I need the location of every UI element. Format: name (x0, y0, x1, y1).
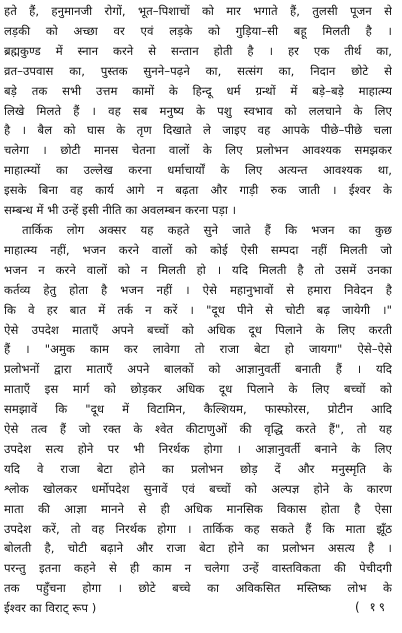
text-line: लिखे मिलते हैं । वह सब मनुष्य के पशु स्वभाव को ललचाने के लिए (4, 103, 392, 118)
text-line: हते हैं, हनुमानजी रोगों, भूत–पिशाचों को मार भगाते हैं, तुलसी पूजन से (4, 4, 392, 18)
text-line: ऐसे तत्व हैं जो रक्त के श्वेत कीटाणुओं की वृद्धि करते हैं", तो यह (4, 422, 392, 437)
text-line: उपदेश करें, तो वह निरर्थक होगा । तार्किक कह सकते हैं कि माता झूँठ (4, 521, 392, 536)
text-line: प्रलोभनों द्वारा माताएँ अपने बालकों को आज्ञानुवर्ती बनाती हैं । यदि (4, 362, 392, 377)
text-line: माता की आज्ञा मानने से ही अधिक मानसिक विकास होता है ऐसा (4, 501, 392, 516)
text-line: कि वे हर बात में तर्क न करें । "दूध पीने से चोटी बढ़ जायेगी ।" (4, 302, 392, 317)
text-line: तक पहुँचना होगा । छोटे बच्चे का अविकसित मस्तिष्क लोभ के (4, 581, 392, 596)
text-line: माताएँ इस मार्ग को छोड़कर अधिक दूध पिलाने के लिए बच्चों को (4, 382, 392, 397)
text-line: बोलती है, चोटी बढ़ाने और राजा बेटा होने का प्रलोभन असत्य है । (4, 541, 392, 556)
text-line: व्रत–उपवास का, पुस्तक सुनने–पढ़ने का, सत्संग का, निदान छोटे से (4, 63, 392, 78)
footer-line: ईश्वर का विराट् रूप ) (4, 601, 97, 616)
text-line: उपदेश सत्य होने पर भी निरर्थक होगा । आज्ञानुवर्ती बनाने के लिए (4, 441, 392, 456)
text-line: समझावें कि "दूध में विटामिन, कैल्शियम, फास्फोरस, प्रोटीन आदि (4, 402, 392, 417)
text-line: लड़की को अच्छा वर एवं लड़के को गुड़िया–सी बहू मिलती है । (4, 23, 392, 38)
text-line: इसके बिना वह कार्य आगे न बढ़ता और गाड़ी रुक जाती । ईश्वर के (4, 183, 392, 198)
text-line: ब्रह्मकुण्ड में स्नान करने से सन्तान होती है । हर एक तीर्थ का, (4, 43, 392, 58)
text-body (4, 2, 392, 619)
text-line: माहात्म्यों का उल्लेख करना धर्माचार्यों के लिए अत्यन्त आवश्यक था, (4, 163, 392, 178)
text-line: श्लोक खोलकर धर्मोपदेश सुनावें एवं बच्चों को अल्पज्ञ होने के कारण (4, 481, 392, 496)
page-number: ( १९ (355, 600, 388, 614)
text-line: ऐसे उपदेश माताएँ अपने बच्चों को अधिक दूध पिलाने के लिए करती (4, 322, 392, 337)
text-line: यदि वे राजा बेटा होने का प्रलोभन छोड़ दें और मनुस्मृति के (4, 461, 392, 476)
text-line: परन्तु इतना कहने से ही काम न चलेगा उन्हें वास्तविकता की पेचीदगी (4, 561, 392, 576)
text-line: है । बैल को घास के तृण दिखाते ले जाइए वह आपके पीछे–पीछे चला (4, 123, 392, 138)
text-line: कर्तव्य हेतु होता है भजन नहीं । ऐसे महानुभावों से हमारा निवेदन है (4, 282, 392, 297)
text-line: माहात्म्य नहीं, भजन करने वालों को कोई ऐसी सम्पदा नहीं मिलती जो (4, 242, 392, 257)
text-line: हैं । "अमुक काम कर लावेगा तो राजा बेटा हो जायगा" ऐसे–ऐसे (4, 342, 392, 357)
paragraph-start-line: तार्किक लोग अक्सर यह कहते सुने जाते हैं कि भजन का कुछ (22, 222, 392, 237)
text-line: बड़े तक सभी उत्तम कामों के हिन्दू धर्म ग्रन्थों में बड़े–बड़े माहात्म्य (4, 83, 392, 98)
text-line: चलेगा । छोटी मानस चेतना वालों के लिए प्रलोभन आवश्यक समझकर (4, 143, 392, 158)
text-line: भजन न करने वालों को न मिलती हो । यदि मिलती है तो उसमें उनका (4, 262, 392, 277)
text-line: सम्बन्ध में भी उन्हें इसी नीति का अवलम्बन करना पड़ा । (4, 203, 237, 218)
